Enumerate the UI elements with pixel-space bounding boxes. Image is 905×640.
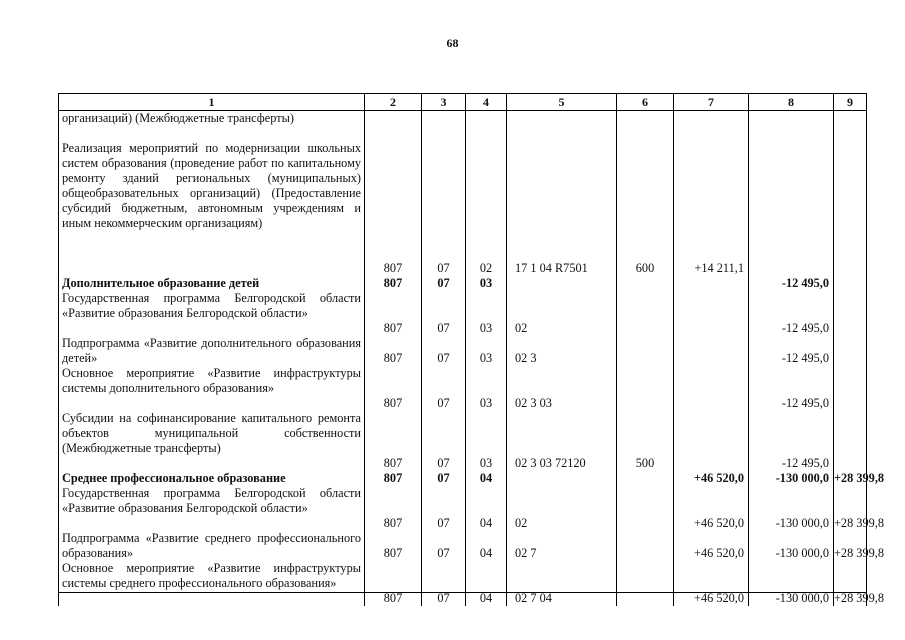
cell-c4 [466,111,507,141]
cell-c2: 807 [365,471,422,486]
table-row [59,471,867,486]
cell-c5: 17 1 04 R7501 [507,141,617,276]
row-name: Субсидии на софинансирование капитального ремонта объектов муниципальной собственности (Межбюджетные трансферты) [59,411,365,471]
cell-c4: 03 [466,291,507,336]
cell-c8: -130 000,0 [749,486,834,531]
row-name: Подпрограмма «Развитие дополнительного образования детей» [59,336,365,366]
column-header: 6 [617,94,674,111]
cell-c9: +28 399,8 [834,561,867,606]
table-row [59,411,867,471]
cell-c2: 807 [365,336,422,366]
row-name: Подпрограмма «Развитие среднего профессионального образования» [59,531,365,561]
cell-c9: +28 399,8 [834,486,867,531]
column-header: 9 [834,94,867,111]
cell-c7 [674,411,749,471]
cell-c9 [834,291,867,336]
cell-c2: 807 [365,291,422,336]
cell-c4: 04 [466,561,507,606]
cell-c2: 807 [365,486,422,531]
table-row [59,276,867,291]
cell-c8: -12 495,0 [749,366,834,411]
cell-c3: 07 [422,366,466,411]
table-bottom-border [58,592,867,593]
cell-c8: -130 000,0 [749,561,834,606]
cell-c9 [834,366,867,411]
cell-c7 [674,111,749,141]
cell-c7: +46 520,0 [674,486,749,531]
row-name: Государственная программа Белгородской области «Развитие образования Белгородской области» [59,486,365,531]
page-number: 68 [446,36,459,50]
table-row [59,336,867,366]
cell-c4: 03 [466,411,507,471]
cell-c5 [507,111,617,141]
cell-c2: 807 [365,276,422,291]
cell-c5: 02 [507,486,617,531]
column-header: 4 [466,94,507,111]
cell-c3: 07 [422,561,466,606]
cell-c9 [834,276,867,291]
cell-c2: 807 [365,366,422,411]
cell-c9 [834,111,867,141]
column-header: 8 [749,94,834,111]
cell-c3: 07 [422,141,466,276]
cell-c8 [749,141,834,276]
cell-c6 [617,486,674,531]
cell-c8: -130 000,0 [749,531,834,561]
row-name: Основное мероприятие «Развитие инфраструктуры системы среднего профессионального образования» [59,561,365,606]
cell-c7: +46 520,0 [674,531,749,561]
cell-c2: 807 [365,561,422,606]
cell-c9 [834,336,867,366]
row-name: Реализация мероприятий по модернизации школьных систем образования (проведение работ по капитальному ремонту зданий региональных (муниципальных) общеобразовательных организаций) (Предоставление субсидий бюджетным, автономным учреждениям и иным некоммерческим организациям) [59,141,365,276]
cell-c8: -12 495,0 [749,276,834,291]
row-name: Дополнительное образование детей [59,276,365,291]
cell-c6: 500 [617,411,674,471]
cell-c4: 03 [466,336,507,366]
cell-c5: 02 3 03 72120 [507,411,617,471]
cell-c5: 02 3 03 [507,366,617,411]
cell-c3: 07 [422,471,466,486]
cell-c4: 04 [466,531,507,561]
cell-c8: -12 495,0 [749,336,834,366]
cell-c9 [834,411,867,471]
cell-c7 [674,336,749,366]
row-name: Среднее профессиональное образование [59,471,365,486]
cell-c9: +28 399,8 [834,531,867,561]
cell-c9 [834,141,867,276]
cell-c4: 04 [466,471,507,486]
column-header: 1 [59,94,365,111]
cell-c3: 07 [422,291,466,336]
cell-c8: -12 495,0 [749,411,834,471]
cell-c6 [617,111,674,141]
cell-c2: 807 [365,141,422,276]
cell-c3: 07 [422,411,466,471]
table-row [59,531,867,561]
column-header: 3 [422,94,466,111]
cell-c7: +14 211,1 [674,141,749,276]
table-row [59,561,867,606]
cell-c8 [749,111,834,141]
cell-c3: 07 [422,486,466,531]
cell-c6 [617,291,674,336]
cell-c6 [617,471,674,486]
table-row [59,291,867,336]
cell-c4: 03 [466,276,507,291]
budget-table [58,93,885,606]
cell-c5 [507,276,617,291]
cell-c2: 807 [365,531,422,561]
table-row [59,366,867,411]
cell-c2: 807 [365,411,422,471]
cell-c6 [617,561,674,606]
table-row [59,111,867,141]
cell-c6 [617,366,674,411]
table-row [59,486,867,531]
cell-c9: +28 399,8 [834,470,885,485]
cell-c6 [617,336,674,366]
row-name: организаций) (Межбюджетные трансферты) [59,111,365,141]
cell-c7 [674,276,749,291]
cell-c5 [507,471,617,486]
row-name: Государственная программа Белгородской области «Развитие образования Белгородской области» [59,291,365,336]
cell-c8: -12 495,0 [749,291,834,336]
header-row [59,94,867,111]
cell-c7 [674,291,749,336]
cell-c3: 07 [422,336,466,366]
cell-c7: +46 520,0 [674,561,749,606]
cell-c6: 600 [617,141,674,276]
column-header: 2 [365,94,422,111]
cell-c7: +46 520,0 [674,471,749,486]
cell-c8: -130 000,0 [749,471,834,486]
cell-c5: 02 3 [507,336,617,366]
cell-c5: 02 7 04 [507,561,617,606]
table-row [59,141,867,276]
cell-c2 [365,111,422,141]
cell-c7 [674,366,749,411]
cell-c4: 03 [466,366,507,411]
cell-c6 [617,531,674,561]
cell-c5: 02 [507,291,617,336]
column-header: 5 [507,94,617,111]
cell-c3: 07 [422,531,466,561]
cell-c3 [422,111,466,141]
row-name: Основное мероприятие «Развитие инфраструктуры системы дополнительного образования» [59,366,365,411]
cell-c6 [617,276,674,291]
cell-c4: 04 [466,486,507,531]
cell-c3: 07 [422,276,466,291]
cell-c4: 02 [466,141,507,276]
cell-c5: 02 7 [507,531,617,561]
column-header: 7 [674,94,749,111]
